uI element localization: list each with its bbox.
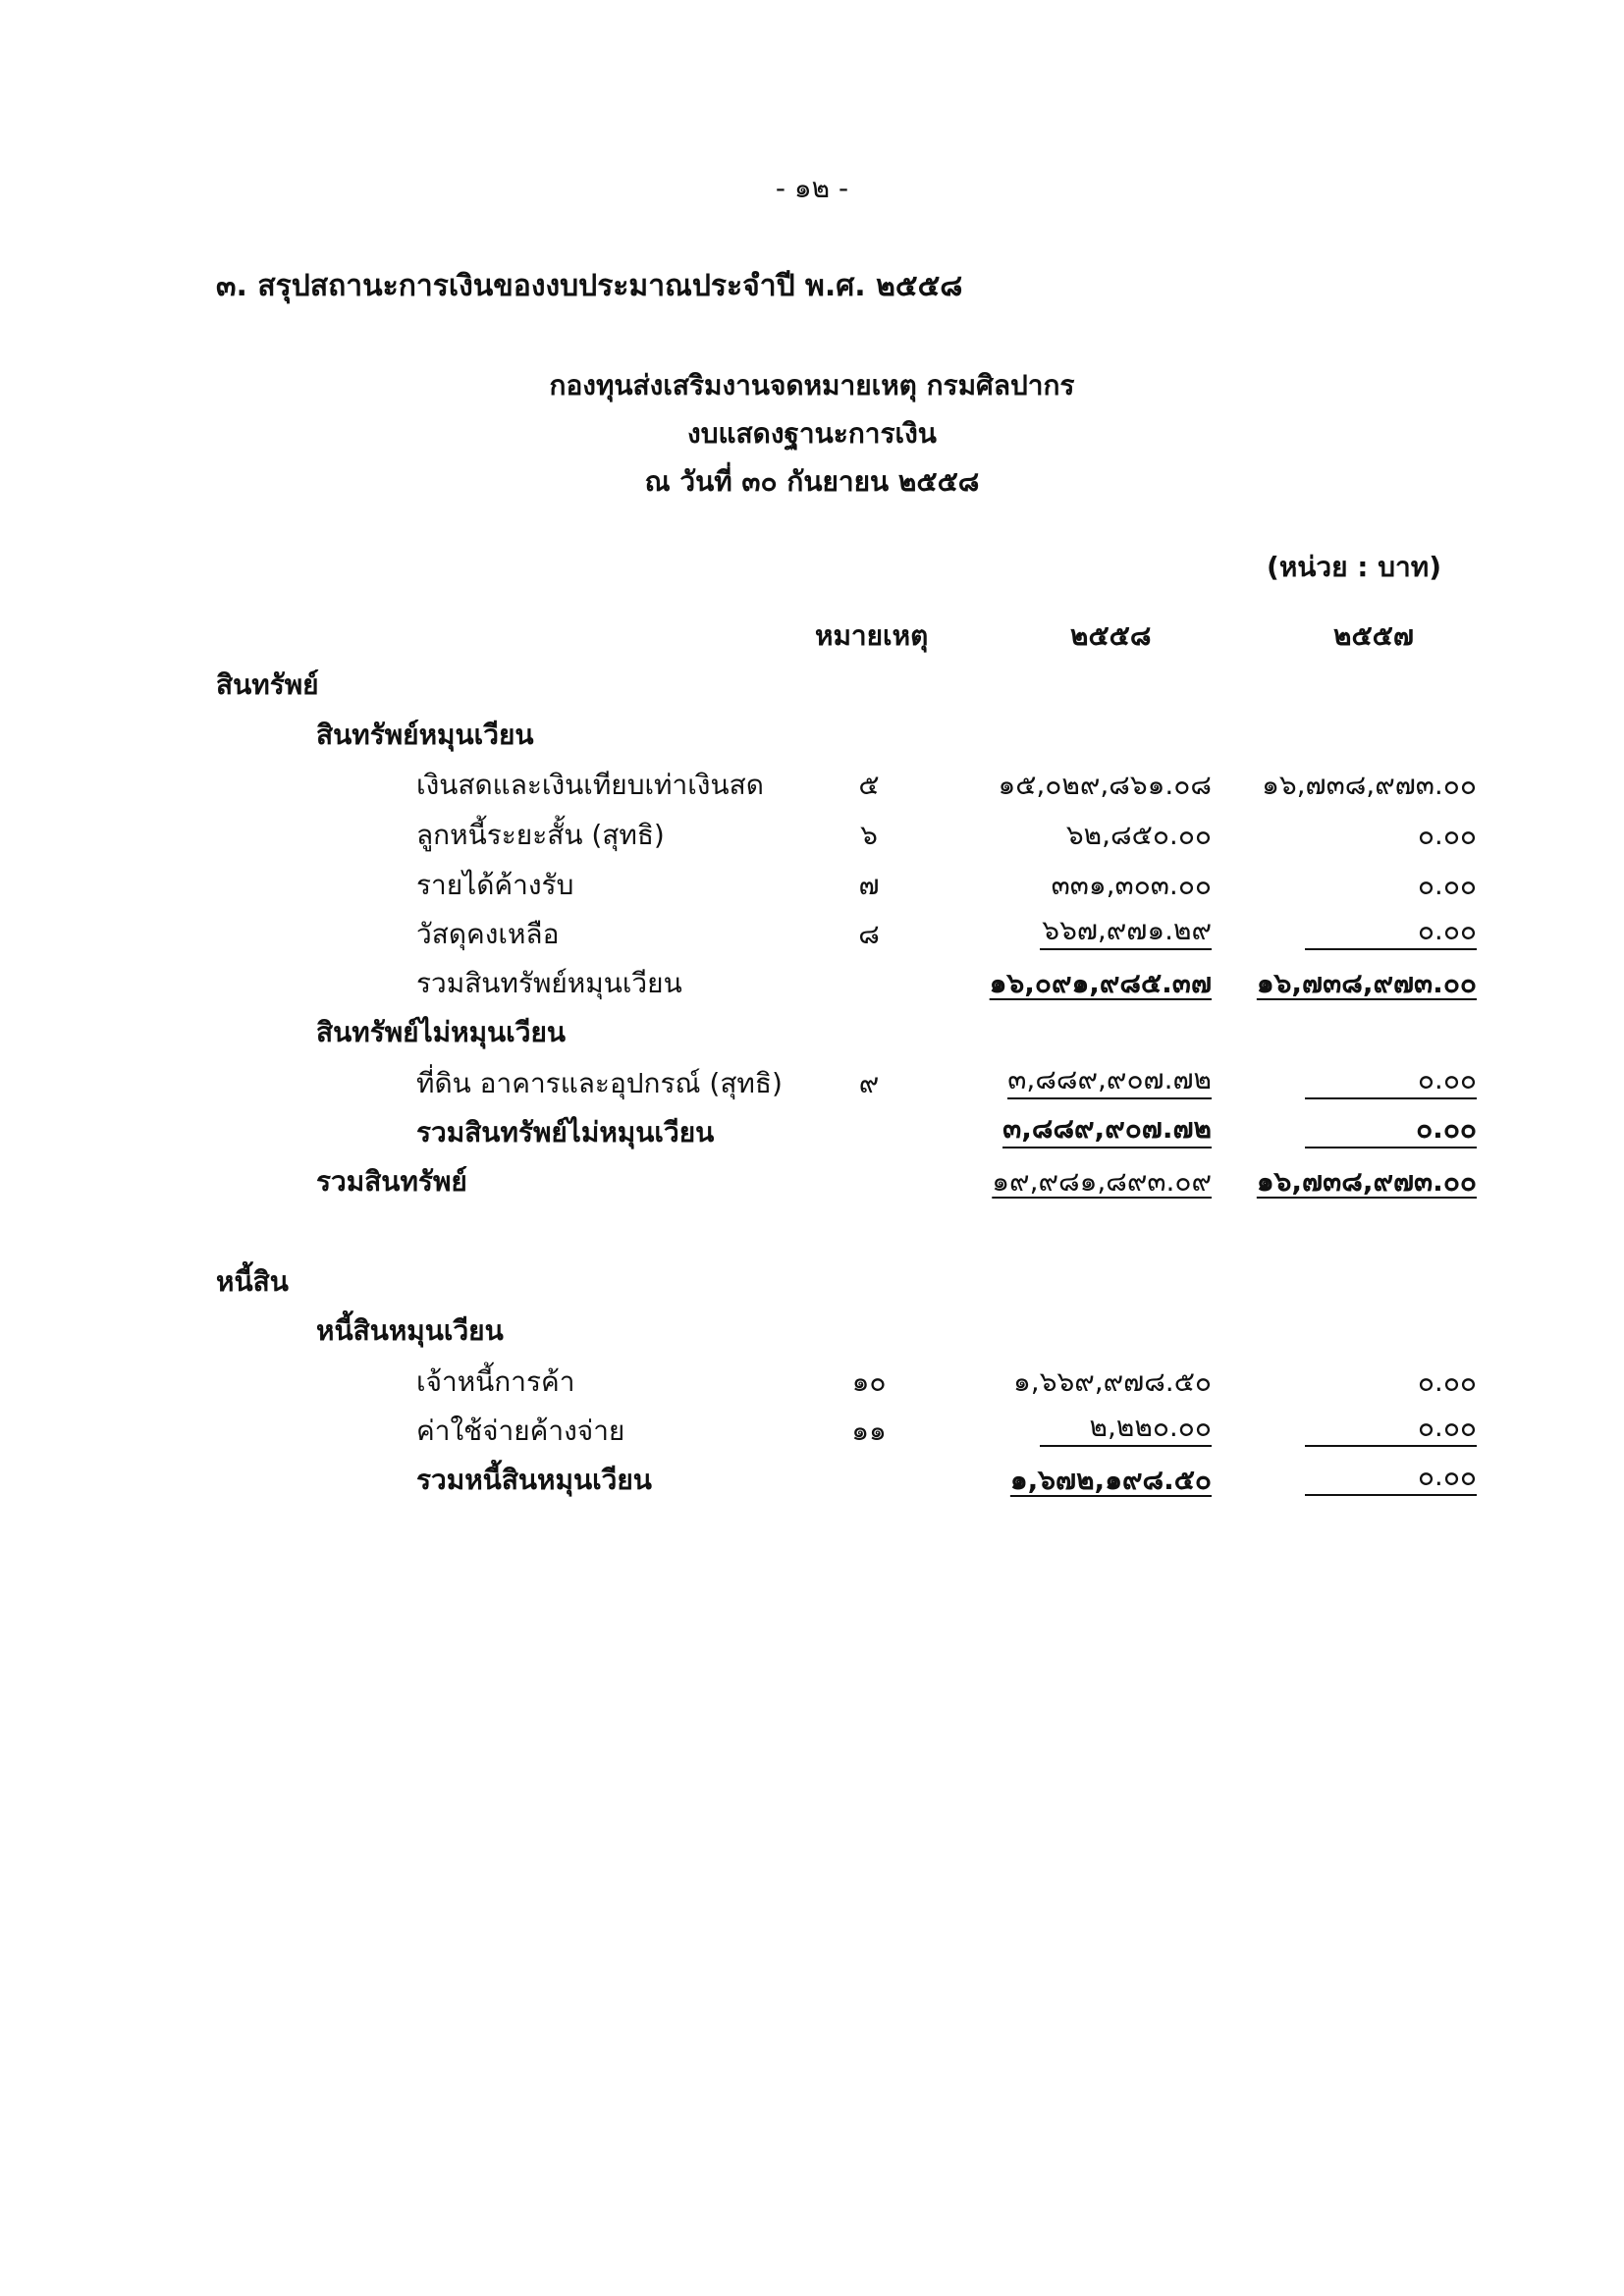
table-row-accrued-income xyxy=(0,864,1624,911)
row-label: รวมหนี้สินหมุนเวียน xyxy=(416,1464,652,1496)
amount-2557: ๐.๐๐ xyxy=(1417,1365,1477,1398)
row-note: ๘ xyxy=(858,918,880,950)
statement-name: งบแสดงฐานะการเงิน xyxy=(687,417,937,450)
row-label: รวมสินทรัพย์ xyxy=(316,1165,467,1198)
amount-2557: ๐.๐๐ xyxy=(1305,1410,1477,1447)
row-label: ลูกหนี้ระยะสั้น (สุทธิ) xyxy=(416,819,665,851)
amount-2557: ๐.๐๐ xyxy=(1305,1062,1477,1099)
statement-title xyxy=(0,361,1624,506)
amount-2557: ๐.๐๐ xyxy=(1305,1459,1477,1496)
table-row-inventory xyxy=(0,913,1624,960)
amount-2557: ๐.๐๐ xyxy=(1305,913,1477,950)
row-note: ๙ xyxy=(858,1067,880,1099)
amount-2557: ๐.๐๐ xyxy=(1305,1111,1477,1148)
table-row-accrued-expenses xyxy=(0,1410,1624,1457)
fund-name: กองทุนส่งเสริมงานจดหมายเหตุ กรมศิลปากร xyxy=(549,369,1075,401)
amount-2558: ๑๙,๙๘๑,๘๙๓.๐๙ xyxy=(992,1165,1212,1198)
noncurrent-assets-heading: สินทรัพย์ไม่หมุนเวียน xyxy=(316,1016,567,1048)
amount-2558: ๓๓๑,๓๐๓.๐๐ xyxy=(1051,869,1212,901)
row-label: รายได้ค้างรับ xyxy=(416,869,574,901)
amount-2557: ๐.๐๐ xyxy=(1417,869,1477,901)
row-label: รวมสินทรัพย์หมุนเวียน xyxy=(416,967,682,999)
unit-label: (หน่วย : บาท) xyxy=(1267,551,1441,583)
row-note: ๗ xyxy=(858,869,880,901)
table-row-total-assets xyxy=(0,1160,1624,1207)
row-note: ๖ xyxy=(860,819,878,851)
statement-date: ณ วันที่ ๓๐ กันยายน ๒๕๕๘ xyxy=(644,465,980,498)
row-note: ๕ xyxy=(858,769,880,801)
current-liabilities-heading: หนี้สินหมุนเวียน xyxy=(316,1314,504,1347)
row-label: รวมสินทรัพย์ไม่หมุนเวียน xyxy=(416,1116,715,1148)
table-row-current-liabilities-total xyxy=(0,1459,1624,1506)
amount-2558: ๒,๒๒๐.๐๐ xyxy=(1040,1410,1212,1447)
amount-2558: ๓,๘๘๙,๙๐๗.๗๒ xyxy=(1007,1062,1212,1099)
row-label: เจ้าหนี้การค้า xyxy=(416,1365,575,1398)
current-assets-heading: สินทรัพย์หมุนเวียน xyxy=(316,719,534,751)
amount-2558: ๑๕,๐๒๙,๘๖๑.๐๘ xyxy=(998,769,1212,801)
row-note: ๑๐ xyxy=(851,1365,887,1398)
amount-2558: ๖๒,๘๕๐.๐๐ xyxy=(1065,819,1212,851)
assets-heading: สินทรัพย์ xyxy=(216,668,319,701)
column-header-2558: ๒๕๕๘ xyxy=(1070,619,1152,652)
section-heading: ๓. สรุปสถานะการเงินของงบประมาณประจำปี พ.ศ. ๒๕๕๘ xyxy=(216,269,963,303)
row-label: ที่ดิน อาคารและอุปกรณ์ (สุทธิ) xyxy=(416,1067,783,1099)
amount-2557: ๐.๐๐ xyxy=(1417,819,1477,851)
amount-2558: ๑๖,๐๙๑,๙๘๕.๓๗ xyxy=(989,967,1212,999)
table-row-payables xyxy=(0,1361,1624,1408)
amount-2558: ๑,๖๖๙,๙๗๘.๕๐ xyxy=(1013,1365,1212,1398)
column-header-note: หมายเหตุ xyxy=(815,619,929,652)
table-row-cash xyxy=(0,764,1624,811)
table-row-receivables xyxy=(0,814,1624,861)
row-note: ๑๑ xyxy=(851,1415,887,1447)
table-row-ppe xyxy=(0,1062,1624,1109)
amount-2557: ๑๖,๗๓๘,๙๗๓.๐๐ xyxy=(1256,1165,1477,1198)
amount-2558: ๓,๘๘๙,๙๐๗.๗๒ xyxy=(1002,1111,1212,1148)
amount-2557: ๑๖,๗๓๘,๙๗๓.๐๐ xyxy=(1256,967,1477,999)
row-label: เงินสดและเงินเทียบเท่าเงินสด xyxy=(416,769,764,801)
row-label: ค่าใช้จ่ายค้างจ่าย xyxy=(416,1415,625,1447)
table-row-noncurrent-assets-total xyxy=(0,1111,1624,1158)
amount-2558: ๖๖๗,๙๗๑.๒๙ xyxy=(1040,913,1212,950)
amount-2558: ๑,๖๗๒,๑๙๘.๕๐ xyxy=(1009,1464,1212,1496)
row-label: วัสดุคงเหลือ xyxy=(416,918,560,950)
column-header-2557: ๒๕๕๗ xyxy=(1333,619,1414,652)
amount-2557: ๑๖,๗๓๘,๙๗๓.๐๐ xyxy=(1262,769,1477,801)
page-number: - ๑๒ - xyxy=(775,172,849,204)
liabilities-heading: หนี้สิน xyxy=(216,1265,289,1298)
table-row-current-assets-total xyxy=(0,962,1624,1009)
